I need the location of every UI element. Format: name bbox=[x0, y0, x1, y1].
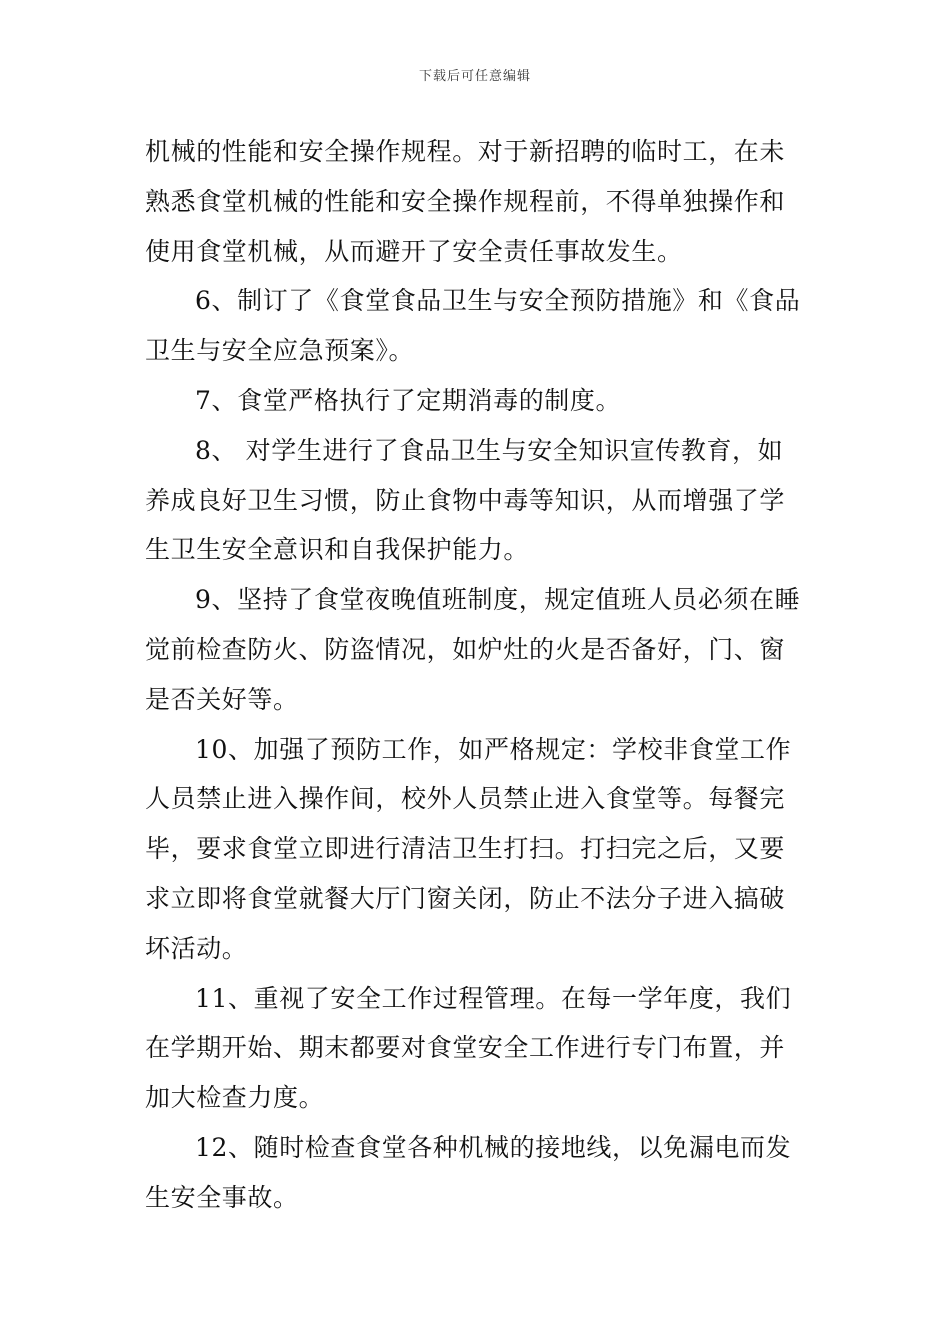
paragraph-item-7 bbox=[145, 376, 810, 426]
paragraph-item-9 bbox=[145, 575, 810, 724]
text-line: 卫生与安全应急预案》。 bbox=[145, 336, 415, 366]
text-line: 人员禁止进入操作间，校外人员禁止进入食堂等。每餐完 bbox=[145, 784, 786, 814]
paragraph-item-6 bbox=[145, 276, 810, 376]
paragraph-item-11 bbox=[145, 974, 810, 1123]
text-line: 熟悉食堂机械的性能和安全操作规程前，不得单独操作和 bbox=[145, 186, 786, 216]
text-line: 11、重视了安全工作过程管理。在每一学年度，我们 bbox=[195, 983, 792, 1013]
text-line: 7、食堂严格执行了定期消毒的制度。 bbox=[195, 385, 622, 415]
paragraph-item-8 bbox=[145, 426, 810, 575]
header-note: 下载后可任意编辑 bbox=[418, 69, 531, 84]
text-line: 机械的性能和安全操作规程。对于新招聘的临时工，在未 bbox=[145, 137, 786, 166]
text-line: 生卫生安全意识和自我保护能力。 bbox=[145, 535, 530, 565]
text-line: 求立即将食堂就餐大厅门窗关闭，防止不法分子进入搞破 bbox=[145, 883, 786, 913]
text-line: 毕，要求食堂立即进行清洁卫生打扫。打扫完之后，又要 bbox=[145, 834, 786, 864]
paragraph-continued bbox=[145, 127, 810, 276]
text-line: 12、随时检查食堂各种机械的接地线，以免漏电而发 bbox=[195, 1132, 792, 1162]
text-line: 9、坚持了食堂夜晚值班制度，规定值班人员必须在睡 bbox=[195, 585, 801, 615]
text-line: 养成良好卫生习惯，防止食物中毒等知识，从而增强了学 bbox=[145, 485, 786, 515]
paragraph-item-10 bbox=[145, 725, 810, 974]
text-line: 使用食堂机械，从而避开了安全责任事故发生。 bbox=[145, 236, 683, 266]
text-line: 生安全事故。 bbox=[145, 1182, 299, 1212]
paragraph-item-12 bbox=[145, 1123, 810, 1223]
text-line: 10、加强了预防工作，如严格规定：学校非食堂工作 bbox=[195, 734, 792, 764]
text-line: 加大检查力度。 bbox=[145, 1083, 325, 1113]
text-line: 觉前检查防火、防盗情况，如炉灶的火是否备好，门、窗 bbox=[145, 634, 786, 664]
text-line: 8、 对学生进行了食品卫生与安全知识宣传教育，如 bbox=[195, 435, 784, 465]
text-line: 在学期开始、期末都要对食堂安全工作进行专门布置，并 bbox=[145, 1033, 786, 1063]
text-line: 是否关好等。 bbox=[145, 684, 299, 714]
text-line: 6、制订了《食堂食品卫生与安全预防措施》和《食品 bbox=[195, 286, 801, 316]
document-body bbox=[145, 127, 810, 1223]
text-line: 坏活动。 bbox=[145, 933, 248, 963]
